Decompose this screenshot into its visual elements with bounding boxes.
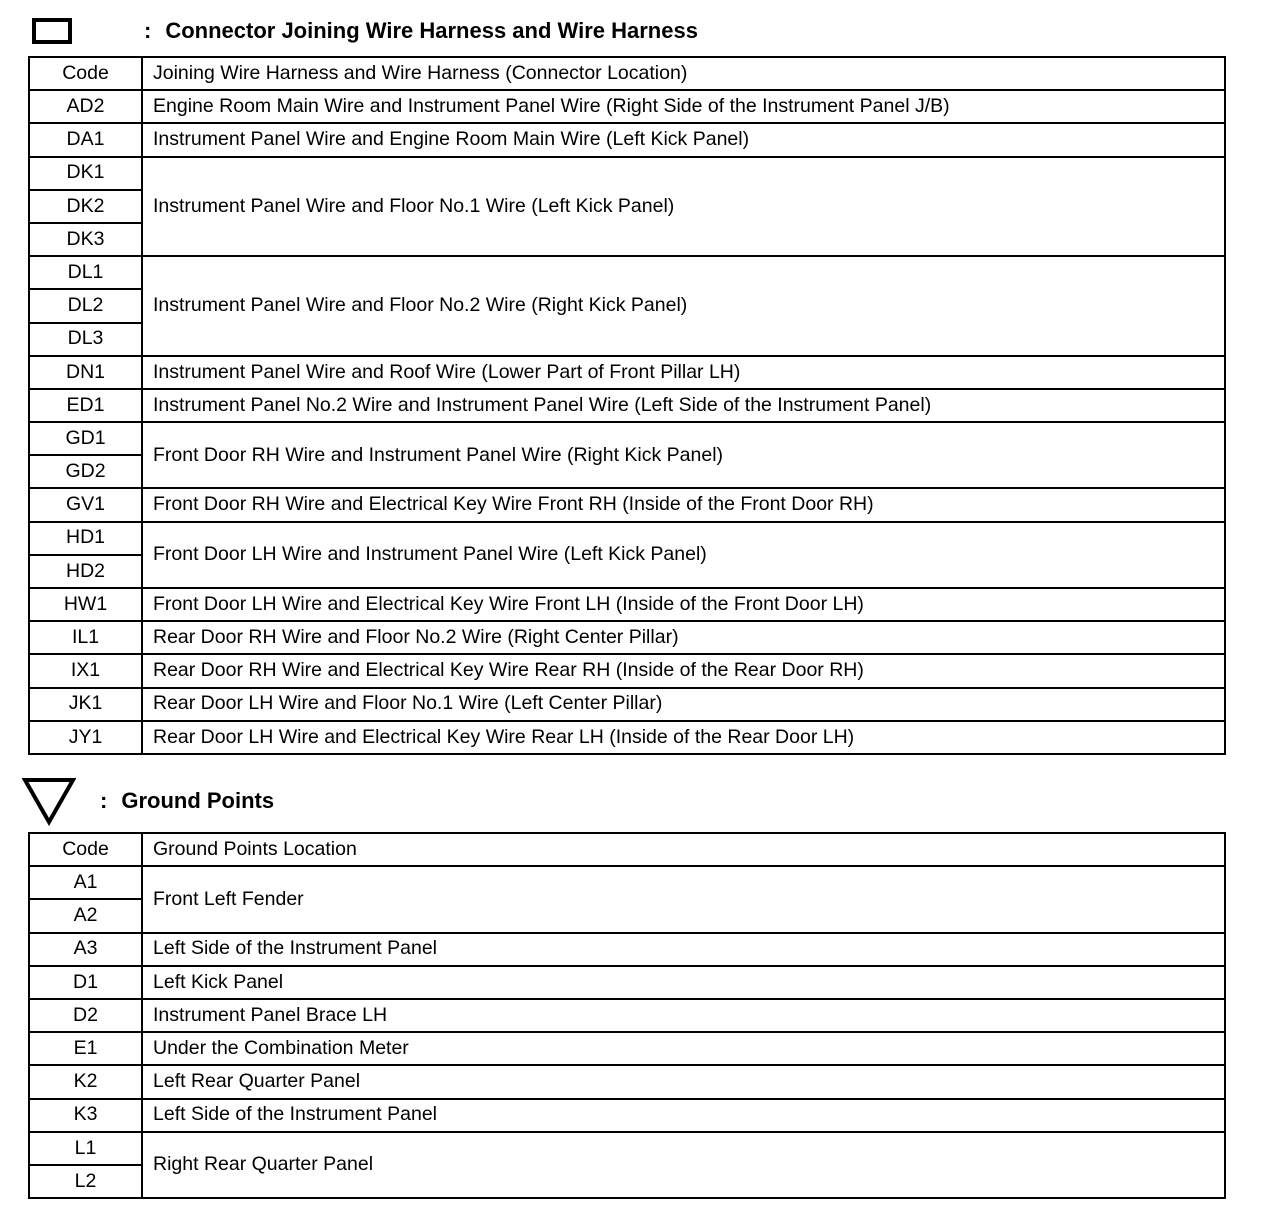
code-cell: JK1: [29, 688, 142, 721]
description-cell: Front Door RH Wire and Instrument Panel Wire (Right Kick Panel): [142, 422, 1225, 488]
code-cell: DL3: [29, 323, 142, 356]
code-cell: GV1: [29, 488, 142, 521]
description-cell: Rear Door RH Wire and Electrical Key Wire Rear RH (Inside of the Rear Door RH): [142, 654, 1225, 687]
table-row: [29, 522, 1225, 555]
table-row: [29, 933, 1225, 966]
code-cell: DL1: [29, 256, 142, 289]
code-cell: IX1: [29, 654, 142, 687]
code-cell: K2: [29, 1065, 142, 1098]
table-header-row: [29, 833, 1225, 866]
table-row: [29, 123, 1225, 156]
description-cell: Rear Door LH Wire and Electrical Key Wire Rear LH (Inside of the Rear Door LH): [142, 721, 1225, 754]
code-cell: L1: [29, 1132, 142, 1165]
code-cell: HD1: [29, 522, 142, 555]
code-cell: HD2: [29, 555, 142, 588]
code-cell: A1: [29, 866, 142, 899]
description-cell: Left Side of the Instrument Panel: [142, 1099, 1225, 1132]
ground-triangle-icon: [22, 776, 76, 826]
code-cell: L2: [29, 1165, 142, 1198]
ground-section-title: Ground Points: [121, 788, 275, 813]
description-cell: Left Side of the Instrument Panel: [142, 933, 1225, 966]
code-cell: A2: [29, 899, 142, 932]
table-row: [29, 256, 1225, 289]
code-cell: IL1: [29, 621, 142, 654]
code-cell: D2: [29, 999, 142, 1032]
table-header-row: [29, 57, 1225, 90]
table-row: [29, 1099, 1225, 1132]
connector-table: [28, 56, 1226, 755]
description-cell: Left Kick Panel: [142, 966, 1225, 999]
description-cell: Front Door LH Wire and Electrical Key Wire Front LH (Inside of the Front Door LH): [142, 588, 1225, 621]
description-cell: Right Rear Quarter Panel: [142, 1132, 1225, 1198]
table-row: [29, 721, 1225, 754]
table-row: [29, 422, 1225, 455]
code-cell: GD2: [29, 455, 142, 488]
table-row: [29, 621, 1225, 654]
ground-legend: [22, 776, 274, 826]
header-description-cell: Ground Points Location: [142, 833, 1225, 866]
ground-table: [28, 832, 1226, 1199]
connector-legend-colon: :: [144, 18, 152, 43]
code-cell: GD1: [29, 422, 142, 455]
code-cell: K3: [29, 1099, 142, 1132]
table-row: [29, 488, 1225, 521]
description-cell: Left Rear Quarter Panel: [142, 1065, 1225, 1098]
table-row: [29, 1032, 1225, 1065]
connector-section-title: Connector Joining Wire Harness and Wire Harness: [165, 18, 698, 43]
description-cell: Instrument Panel Brace LH: [142, 999, 1225, 1032]
header-code-cell: Code: [29, 57, 142, 90]
code-cell: JY1: [29, 721, 142, 754]
connector-square-icon: [32, 18, 72, 44]
table-row: [29, 157, 1225, 190]
table-row: [29, 866, 1225, 899]
connector-legend: [32, 15, 698, 47]
code-cell: ED1: [29, 389, 142, 422]
code-cell: DK1: [29, 157, 142, 190]
description-cell: Rear Door RH Wire and Floor No.2 Wire (Right Center Pillar): [142, 621, 1225, 654]
code-cell: DK3: [29, 223, 142, 256]
code-cell: DL2: [29, 289, 142, 322]
description-cell: Front Left Fender: [142, 866, 1225, 932]
header-code-cell: Code: [29, 833, 142, 866]
code-cell: D1: [29, 966, 142, 999]
table-row: [29, 90, 1225, 123]
table-row: [29, 1065, 1225, 1098]
description-cell: Instrument Panel No.2 Wire and Instrument Panel Wire (Left Side of the Instrument Panel): [142, 389, 1225, 422]
description-cell: Rear Door LH Wire and Floor No.1 Wire (Left Center Pillar): [142, 688, 1225, 721]
description-cell: Under the Combination Meter: [142, 1032, 1225, 1065]
code-cell: AD2: [29, 90, 142, 123]
table-row: [29, 999, 1225, 1032]
description-cell: Front Door RH Wire and Electrical Key Wire Front RH (Inside of the Front Door RH): [142, 488, 1225, 521]
table-row: [29, 389, 1225, 422]
code-cell: E1: [29, 1032, 142, 1065]
code-cell: DK2: [29, 190, 142, 223]
ground-legend-colon: :: [100, 788, 108, 813]
description-cell: Instrument Panel Wire and Roof Wire (Lower Part of Front Pillar LH): [142, 356, 1225, 389]
table-row: [29, 688, 1225, 721]
description-cell: Instrument Panel Wire and Floor No.2 Wire (Right Kick Panel): [142, 256, 1225, 356]
code-cell: HW1: [29, 588, 142, 621]
code-cell: DA1: [29, 123, 142, 156]
table-row: [29, 356, 1225, 389]
code-cell: DN1: [29, 356, 142, 389]
table-row: [29, 588, 1225, 621]
description-cell: Engine Room Main Wire and Instrument Panel Wire (Right Side of the Instrument Panel J/B): [142, 90, 1225, 123]
description-cell: Front Door LH Wire and Instrument Panel Wire (Left Kick Panel): [142, 522, 1225, 588]
description-cell: Instrument Panel Wire and Floor No.1 Wire (Left Kick Panel): [142, 157, 1225, 257]
table-row: [29, 966, 1225, 999]
description-cell: Instrument Panel Wire and Engine Room Main Wire (Left Kick Panel): [142, 123, 1225, 156]
table-row: [29, 1132, 1225, 1165]
table-row: [29, 654, 1225, 687]
header-description-cell: Joining Wire Harness and Wire Harness (Connector Location): [142, 57, 1225, 90]
code-cell: A3: [29, 933, 142, 966]
